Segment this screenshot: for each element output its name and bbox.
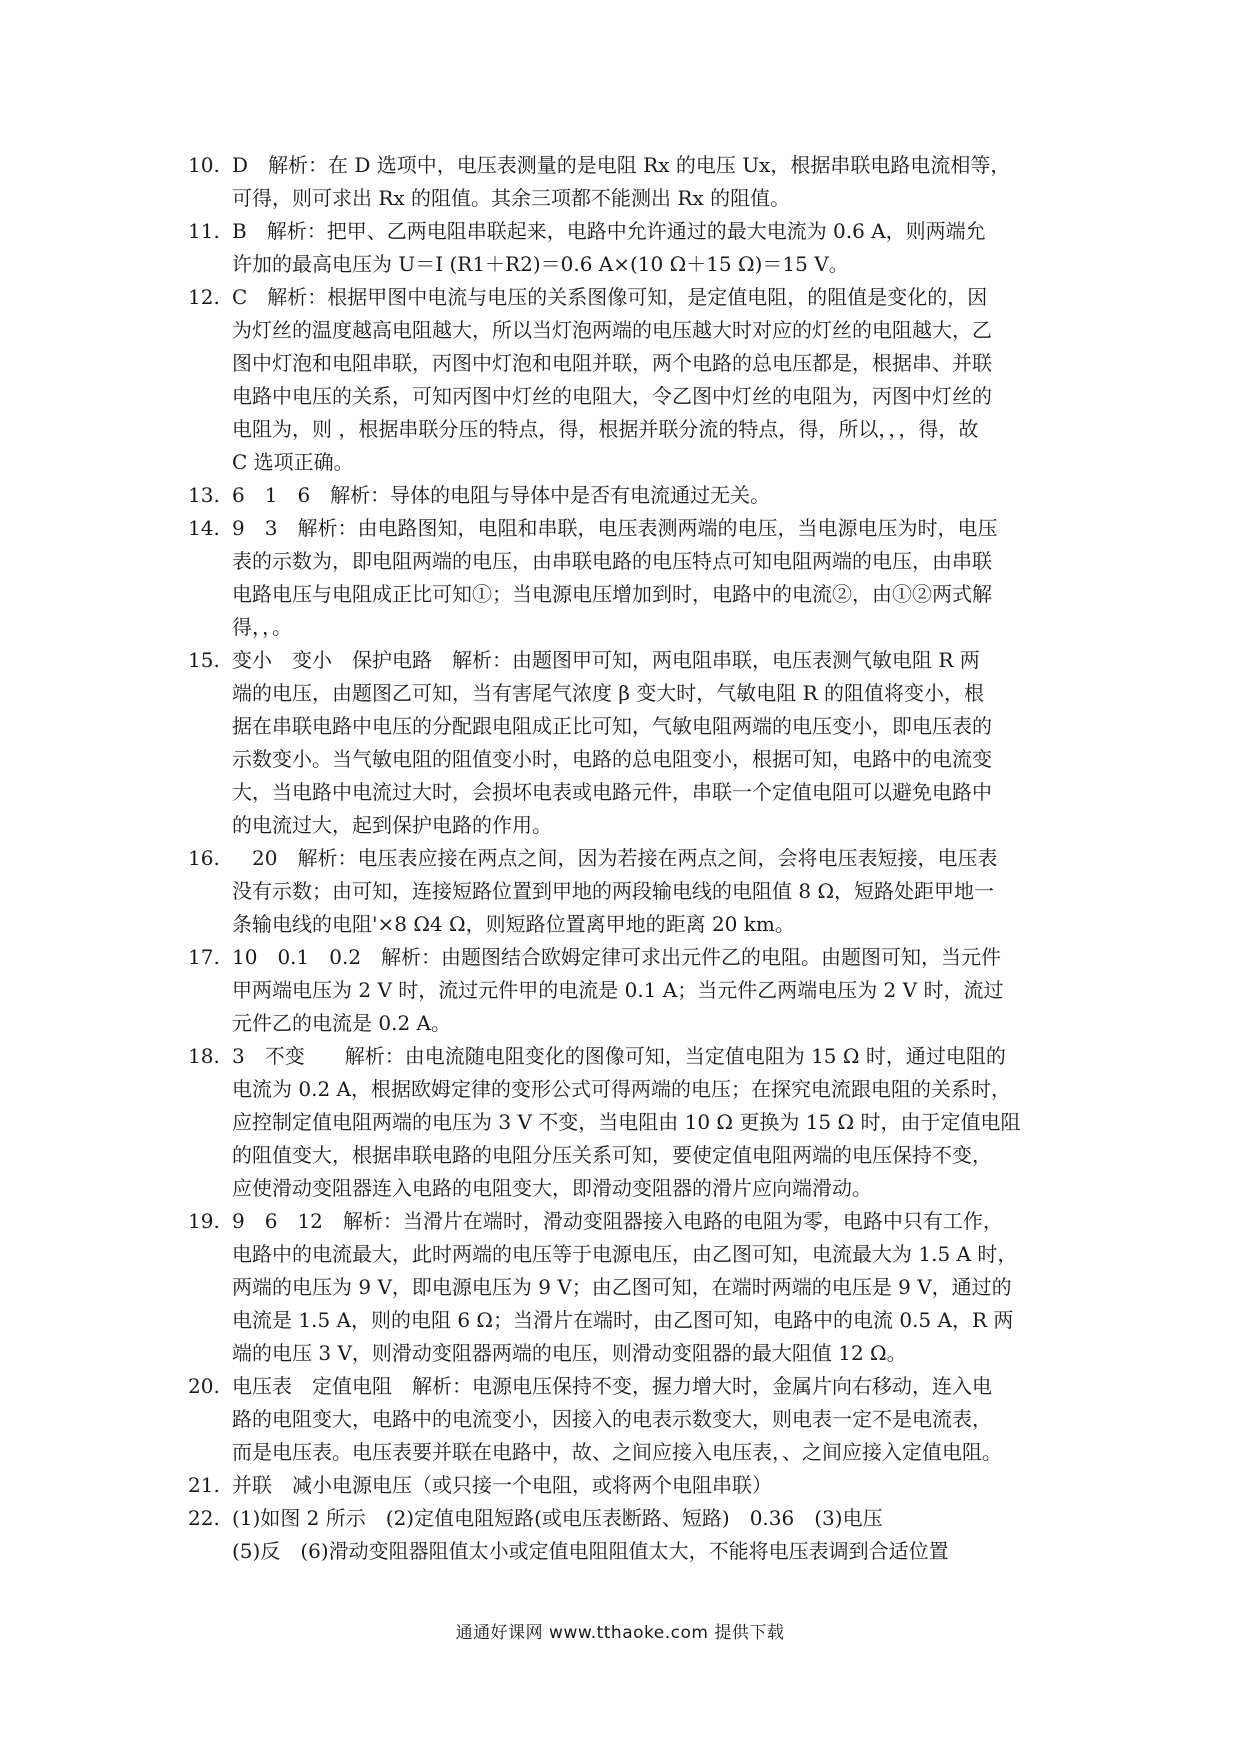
- answer-text-line: B 解析：把甲、乙两电阻串联起来，电路中允许通过的最大电流为 0.6 A，则两端允: [232, 219, 986, 243]
- answer-text-line: 示数变小。当气敏电阻的阻值变小时，电路的总电阻变小，根据可知，电路中的电流变: [232, 747, 992, 771]
- answer-text-line: 9 3 解析：由电路图知，电阻和串联，电压表测两端的电压，当电源电压为时，电压: [232, 516, 998, 540]
- answer-text-line: 9 6 12 解析：当滑片在端时，滑动变阻器接入电路的电阻为零，电路中只有工作，: [232, 1209, 1003, 1233]
- answer-number: 19.: [188, 1209, 220, 1233]
- answer-text-line: 变小 变小 保护电路 解析：由题图甲可知，两电阻串联，电压表测气敏电阻 R 两: [232, 648, 980, 672]
- answer-item: [188, 1370, 1058, 1469]
- answer-item: [188, 1205, 1058, 1370]
- answer-number: 10.: [188, 153, 220, 177]
- answer-text-line: 端的电压，由题图乙可知，当有害尾气浓度 β 变大时，气敏电阻 R 的阻值将变小，根: [232, 681, 985, 705]
- answer-item: [188, 842, 1058, 941]
- answer-text-line: 电路中电压的关系，可知丙图中灯丝的电阻大，令乙图中灯丝的电阻为，丙图中灯丝的: [232, 384, 992, 408]
- answer-number: 15.: [188, 648, 220, 672]
- answer-text-line: 电流为 0.2 A，根据欧姆定律的变形公式可得两端的电压；在探究电流跟电阻的关系时，: [232, 1077, 1011, 1101]
- answer-text-line: 而是电压表。电压表要并联在电路中，故、之间应接入电压表，、之间应接入定值电阻。: [232, 1440, 1002, 1464]
- answer-text-line: 的阻值变大，根据串联电路的电阻分压关系可知，要使定值电阻两端的电压保持不变，: [232, 1143, 992, 1167]
- answer-number: 16.: [188, 846, 220, 870]
- answer-text-line: 10 0.1 0.2 解析：由题图结合欧姆定律可求出元件乙的电阻。由题图可知，当元件: [232, 945, 1002, 969]
- answer-text-line: D 解析：在 D 选项中，电压表测量的是电阻 Rx 的电压 Ux，根据串联电路电流相等，: [232, 153, 1011, 177]
- answer-item: [188, 512, 1058, 644]
- answer-item: [188, 644, 1058, 842]
- answer-text-line: 得，，。: [232, 615, 292, 639]
- answer-text-line: 据在串联电路中电压的分配跟电阻成正比可知，气敏电阻两端的电压变小，即电压表的: [232, 714, 992, 738]
- answer-text-line: 电路中的电流最大，此时两端的电压等于电源电压，由乙图可知，电流最大为 1.5 A 时，: [232, 1242, 1018, 1266]
- answer-item: [188, 149, 1058, 215]
- answer-text-line: 没有示数；由可知，连接短路位置到甲地的两段输电线的电阻值 8 Ω，短路处距甲地一: [232, 879, 995, 903]
- answer-number: 11.: [188, 219, 220, 243]
- footer-watermark: 通通好课网 www.tthaoke.com 提供下载: [455, 1623, 785, 1643]
- answer-number: 17.: [188, 945, 220, 969]
- answer-number: 14.: [188, 516, 220, 540]
- answer-text-line: 条输电线的电阻'×8 Ω4 Ω，则短路位置离甲地的距离 20 km。: [232, 912, 795, 936]
- answer-text-line: 元件乙的电流是 0.2 A。: [232, 1011, 451, 1035]
- answer-text-line: 应使滑动变阻器连入电路的电阻变大，即滑动变阻器的滑片应向端滑动。: [232, 1176, 872, 1200]
- answer-item: [188, 1502, 1058, 1568]
- answer-text-line: 3 不变 解析：由电流随电阻变化的图像可知，当定值电阻为 15 Ω 时，通过电阻的: [232, 1044, 1006, 1068]
- answer-text-line: 应控制定值电阻两端的电压为 3 V 不变，当电阻由 10 Ω 更换为 15 Ω 时，由于定值电阻: [232, 1110, 1021, 1134]
- answer-text-line: 的电流过大，起到保护电路的作用。: [232, 813, 552, 837]
- answer-text-line: 路的电阻变大，电路中的电流变小，因接入的电表示数变大，则电表一定不是电流表，: [232, 1407, 992, 1431]
- answer-number: 20.: [188, 1374, 220, 1398]
- answer-text-line: (1)如图 2 所示 (2)定值电阻短路(或电压表断路、短路) 0.36 (3)电压: [232, 1506, 883, 1530]
- answer-item: [188, 941, 1058, 1040]
- answer-text-line: 6 1 6 解析：导体的电阻与导体中是否有电流通过无关。: [232, 483, 771, 507]
- answer-item: [188, 1040, 1058, 1205]
- answer-text-line: 可得，则可求出 Rx 的阻值。其余三项都不能测出 Rx 的阻值。: [232, 186, 791, 210]
- answer-list: [188, 149, 1058, 1568]
- answer-text-line: 端的电压 3 V，则滑动变阻器两端的电压，则滑动变阻器的最大阻值 12 Ω。: [232, 1341, 907, 1365]
- answer-text-line: 电流是 1.5 A，则的电阻 6 Ω；当滑片在端时，由乙图可知，电路中的电流 0.5 A，R 两: [232, 1308, 1014, 1332]
- answer-text-line: 20 解析：电压表应接在两点之间，因为若接在两点之间，会将电压表短接，电压表: [232, 846, 998, 870]
- answer-text-line: 电压表 定值电阻 解析：电源电压保持不变，握力增大时，金属片向右移动，连入电: [232, 1374, 992, 1398]
- answer-number: 18.: [188, 1044, 220, 1068]
- answer-text-line: 图中灯泡和电阻串联，丙图中灯泡和电阻并联，两个电路的总电压都是，根据串、并联: [232, 351, 992, 375]
- answer-number: 22.: [188, 1506, 220, 1530]
- answer-number: 13.: [188, 483, 220, 507]
- answer-text-line: 大，当电路中电流过大时，会损坏电表或电路元件，串联一个定值电阻可以避免电路中: [232, 780, 992, 804]
- answer-item: [188, 1469, 1058, 1502]
- answer-text-line: 电阻为，则 ，根据串联分压的特点，得，根据并联分流的特点，得，所以，，，得，故: [232, 417, 979, 441]
- answer-text-line: C 选项正确。: [232, 450, 354, 474]
- answer-text-line: 甲两端电压为 2 V 时，流过元件甲的电流是 0.1 A；当元件乙两端电压为 2 V 时，流过: [232, 978, 1004, 1002]
- answer-text-line: 为灯丝的温度越高电阻越大，所以当灯泡两端的电压越大时对应的灯丝的电阻越大，乙: [232, 318, 992, 342]
- answer-text-line: 许加的最高电压为 U＝I (R1＋R2)＝0.6 A×(10 Ω＋15 Ω)＝15 V。: [232, 252, 849, 276]
- answer-text-line: (5)反 (6)滑动变阻器阻值太小或定值电阻阻值太大，不能将电压表调到合适位置: [232, 1539, 949, 1563]
- answer-item: [188, 215, 1058, 281]
- answer-text-line: 并联 减小电源电压（或只接一个电阻，或将两个电阻串联）: [232, 1473, 772, 1497]
- answer-text-line: 两端的电压为 9 V，即电源电压为 9 V；由乙图可知，在端时两端的电压是 9 V，通过的: [232, 1275, 1012, 1299]
- answer-number: 21.: [188, 1473, 220, 1497]
- answer-text-line: 电路电压与电阻成正比可知①；当电源电压增加到时，电路中的电流②，由①②两式解: [232, 582, 992, 606]
- answer-item: [188, 479, 1058, 512]
- answer-number: 12.: [188, 285, 220, 309]
- answer-text-line: 表的示数为，即电阻两端的电压，由串联电路的电压特点可知电阻两端的电压，由串联: [232, 549, 992, 573]
- answer-text-line: C 解析：根据甲图中电流与电压的关系图像可知，是定值电阻，的阻值是变化的，因: [232, 285, 988, 309]
- answer-item: [188, 281, 1058, 479]
